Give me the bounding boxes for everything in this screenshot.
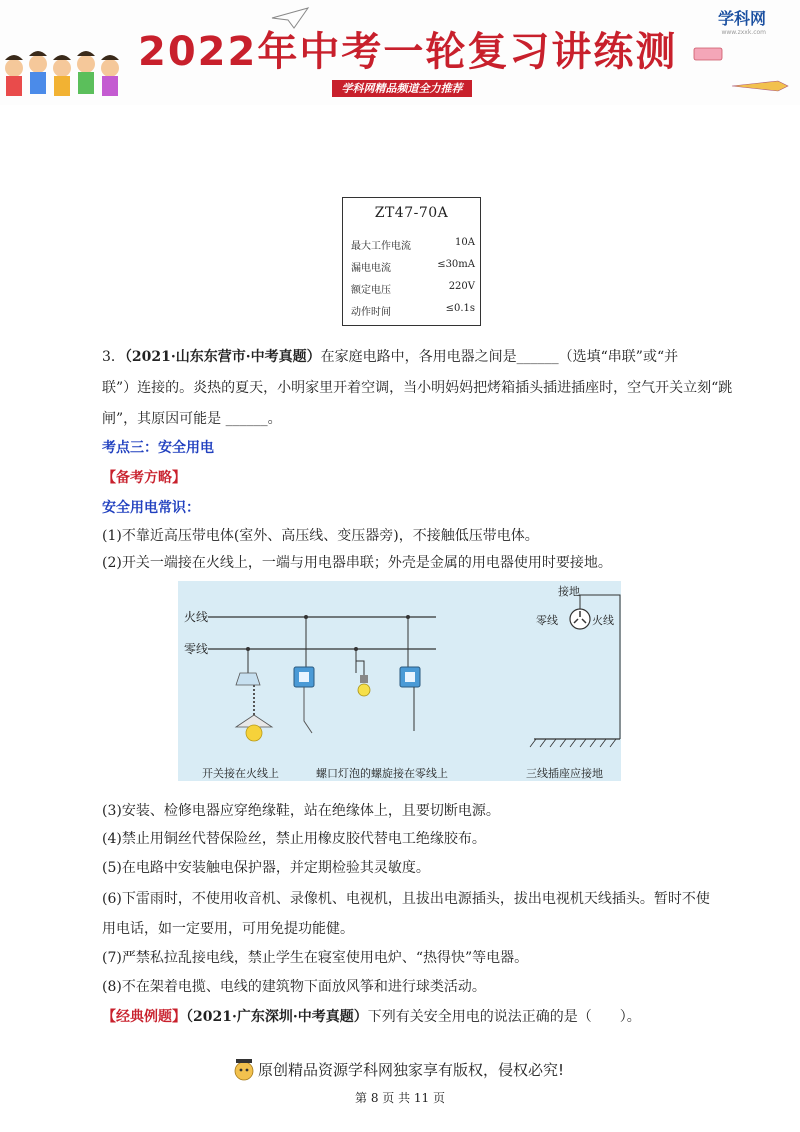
list-item: (4)禁止用铜丝代替保险丝，禁止用橡皮胶代替电工绝缘胶布。 (102, 831, 486, 847)
list-item: (5)在电路中安装触电保护器，并定期检验其灵敏度。 (102, 860, 430, 876)
question-3-line-2: 联”）连接的。炎热的夏天，小明家里开着空调，当小明妈妈把烤箱插头插进插座时，空气开关立刻“跳 (102, 380, 733, 396)
ground-label: 接地 (558, 585, 580, 598)
list-item: (3)安装、检修电器应穿绝缘鞋，站在绝缘体上，且要切断电源。 (102, 803, 500, 819)
nameplate-row (351, 281, 475, 295)
nameplate-label: 动作时间 (351, 307, 391, 318)
example-tag: 【经典例题】 (102, 1009, 186, 1025)
nameplate-row (351, 303, 475, 317)
question-source: （2021·山东东营市·中考真题） (124, 349, 321, 365)
logo-text: 学科网 (718, 9, 767, 28)
list-item: (8)不在架着电揽、电线的建筑物下面放风筝和进行球类活动。 (102, 979, 486, 995)
list-item: (2)开关一端接在火线上，一端与用电器串联；外壳是金属的用电器使用时要接地。 (102, 555, 612, 571)
strategy-tag: 【备考方略】 (102, 470, 186, 486)
nameplate-value: ≤0.1s (445, 303, 475, 314)
diagram-caption: 开关接在火线上 (202, 767, 279, 780)
question-number: 3． (102, 349, 125, 365)
example-question (102, 1007, 641, 1027)
nameplate-value: ≤30mA (437, 259, 475, 270)
list-item: (7)严禁私拉乱接电线，禁止学生在寝室使用电炉、“热得快”等电器。 (102, 950, 529, 966)
fire-wire-label: 火线 (184, 610, 209, 624)
header-banner (0, 0, 800, 105)
nameplate-value: 220V (448, 281, 475, 292)
example-source: （2021·广东深圳·中考真题） (186, 1009, 368, 1025)
pencil-icon (730, 78, 790, 94)
question-text: 在家庭电路中，各用电器之间是______（选填“串联”或“并 (320, 349, 679, 365)
logo-url: www.zxxk.com (721, 29, 767, 36)
nameplate-row (351, 259, 475, 273)
neutral-wire-label: 零线 (184, 642, 209, 656)
list-item: (1)不靠近高压带电体(室外、高压线、变压器旁)，不接触低压带电体。 (102, 528, 539, 544)
list-item: (6)下雷雨时，不使用收音机、录像机、电视机，且拔出电源插头，拔出电视机天线插头。暂时不使 (102, 891, 710, 907)
wiring-diagram (178, 581, 621, 781)
nameplate-row (351, 237, 475, 251)
question-3-line-1 (102, 347, 678, 367)
nameplate-label: 最大工作电流 (351, 241, 411, 252)
question-3-line-3: 闸”，其原因可能是 ______。 (102, 411, 282, 427)
socket-fire-label: 火线 (592, 614, 614, 627)
subsection-heading: 安全用电常识： (102, 500, 200, 516)
diagram-caption: 螺口灯泡的螺旋接在零线上 (316, 767, 448, 780)
nameplate-value: 10A (455, 237, 475, 248)
nameplate-label: 额定电压 (351, 285, 391, 296)
socket-neutral-label: 零线 (536, 614, 558, 627)
nameplate-label: 漏电电流 (351, 263, 391, 274)
site-logo[interactable] (718, 6, 766, 36)
list-item-continuation: 用电话，如一定要用，可用免提功能健。 (102, 921, 354, 937)
eraser-icon (690, 44, 730, 64)
diagram-caption: 三线插座应接地 (526, 767, 603, 780)
banner-subtitle: 学科网精品频道全力推荐 (332, 80, 472, 97)
banner-title: 2022年中考一轮复习讲练测 (138, 29, 678, 75)
wiring-diagram-graphic (178, 581, 621, 781)
breaker-nameplate (342, 197, 481, 326)
nameplate-model: ZT47-70A (374, 205, 449, 221)
example-text: 下列有关安全用电的说法正确的是（ ）。 (367, 1009, 641, 1025)
children-illustration (0, 38, 130, 100)
section-heading: 考点三：安全用电 (102, 440, 214, 456)
page-number: 第 8 页 共 11 页 (355, 1091, 445, 1105)
copyright-notice: 原创精品资源学科网独家享有版权，侵权必究! (258, 1061, 565, 1079)
mascot-icon (232, 1056, 256, 1082)
